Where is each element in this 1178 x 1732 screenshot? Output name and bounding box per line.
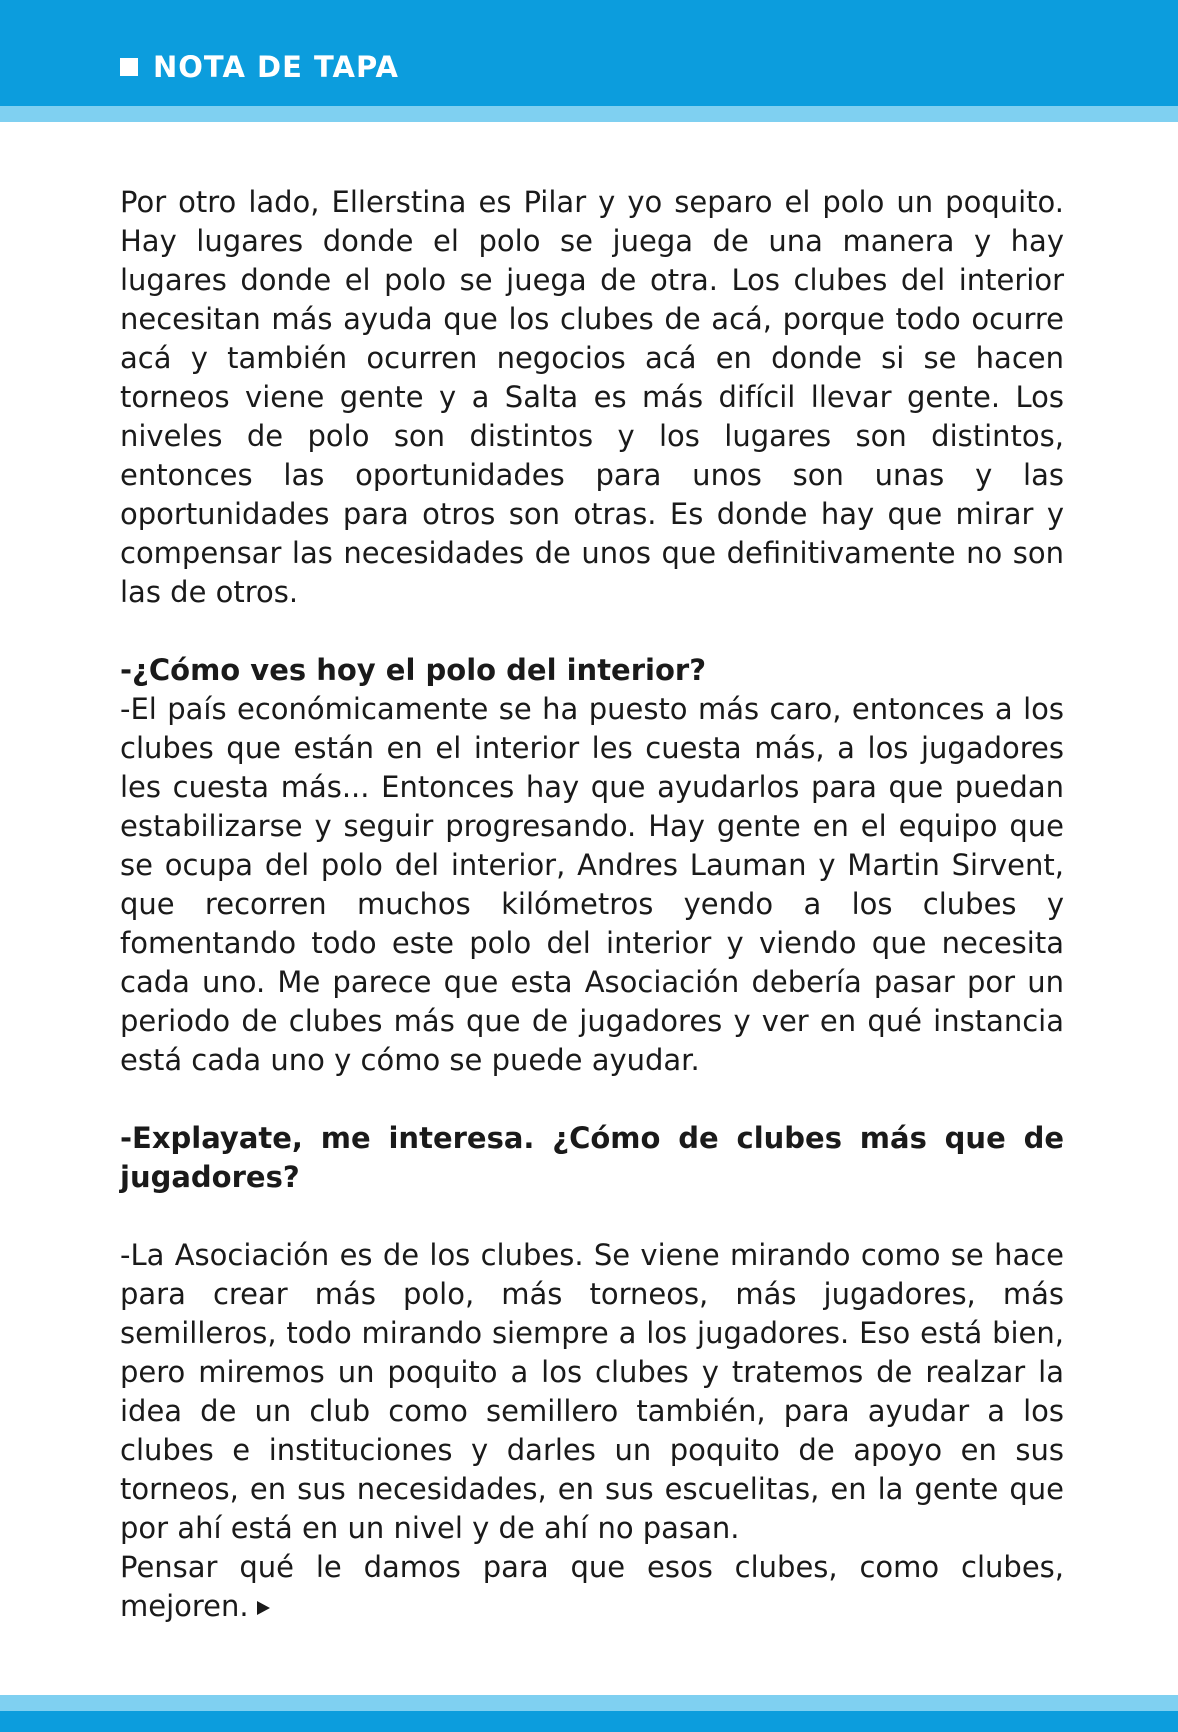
play-triangle-icon (257, 1601, 270, 1615)
section-label-text: NOTA DE TAPA (153, 50, 399, 84)
footer-bar (0, 1711, 1178, 1732)
question-heading: -¿Cómo ves hoy el polo del interior? (120, 653, 707, 687)
answer-paragraph: -El país económicamente se ha puesto más caro, entonces a los clubes que están en el interior les cuesta más, a los jugadores les cuesta más... Entonces hay que ayudarlos para que puedan estabilizarse y seguir progresando. Hay gente en el equipo que se ocupa del polo del interior, Andres Lauman y Martin Sirvent, que recorren muchos kilómetros yendo a los clubes y fomentando todo este polo del interior y viendo que necesita cada uno. Me parece que esta Asociación debería pasar por un periodo de clubes más que de jugadores y ver en qué instancia está cada uno y cómo se puede ayudar. (120, 692, 1064, 1077)
square-bullet-icon (120, 58, 138, 76)
question-heading: -Explayate, me interesa. ¿Cómo de clubes más que de jugadores? (120, 1121, 1064, 1194)
answer-paragraph: -La Asociación es de los clubes. Se viene mirando como se hace para crear más polo, más torneos, más jugadores, más semilleros, todo mirando siempre a los jugadores. Eso está bien, pero miremos un poquito a los clubes y tratemos de realzar la idea de un club como semillero también, para ayudar a los clubes e instituciones y darles un poquito de apoyo en sus torneos, en sus necesidades, en sus escuelitas, en la gente que por ahí está en un nivel y de ahí no pasan. (120, 1238, 1064, 1545)
header-stripe (0, 106, 1178, 122)
answer-paragraph-end (120, 1548, 1064, 1626)
footer-stripe (0, 1695, 1178, 1711)
answer-paragraph-end-text: Pensar qué le damos para que esos clubes, como clubes, mejoren. (120, 1550, 1064, 1623)
section-label (120, 50, 399, 84)
article-body (120, 183, 1064, 1626)
paragraph: Por otro lado, Ellerstina es Pilar y yo separo el polo un poquito. Hay lugares donde el polo se juega de una manera y hay lugares donde el polo se juega de otra. Los clubes del interior necesitan más ayuda que los clubes de acá, porque todo ocurre acá y también ocurren negocios acá en donde si se hacen torneos viene gente y a Salta es más difícil llevar gente. Los niveles de polo son distintos y los lugares son distintos, entonces las oportunidades para unos son unas y las oportunidades para otros son otras. Es donde hay que mirar y compensar las necesidades de unos que definitivamente no son las de otros. (120, 185, 1064, 609)
